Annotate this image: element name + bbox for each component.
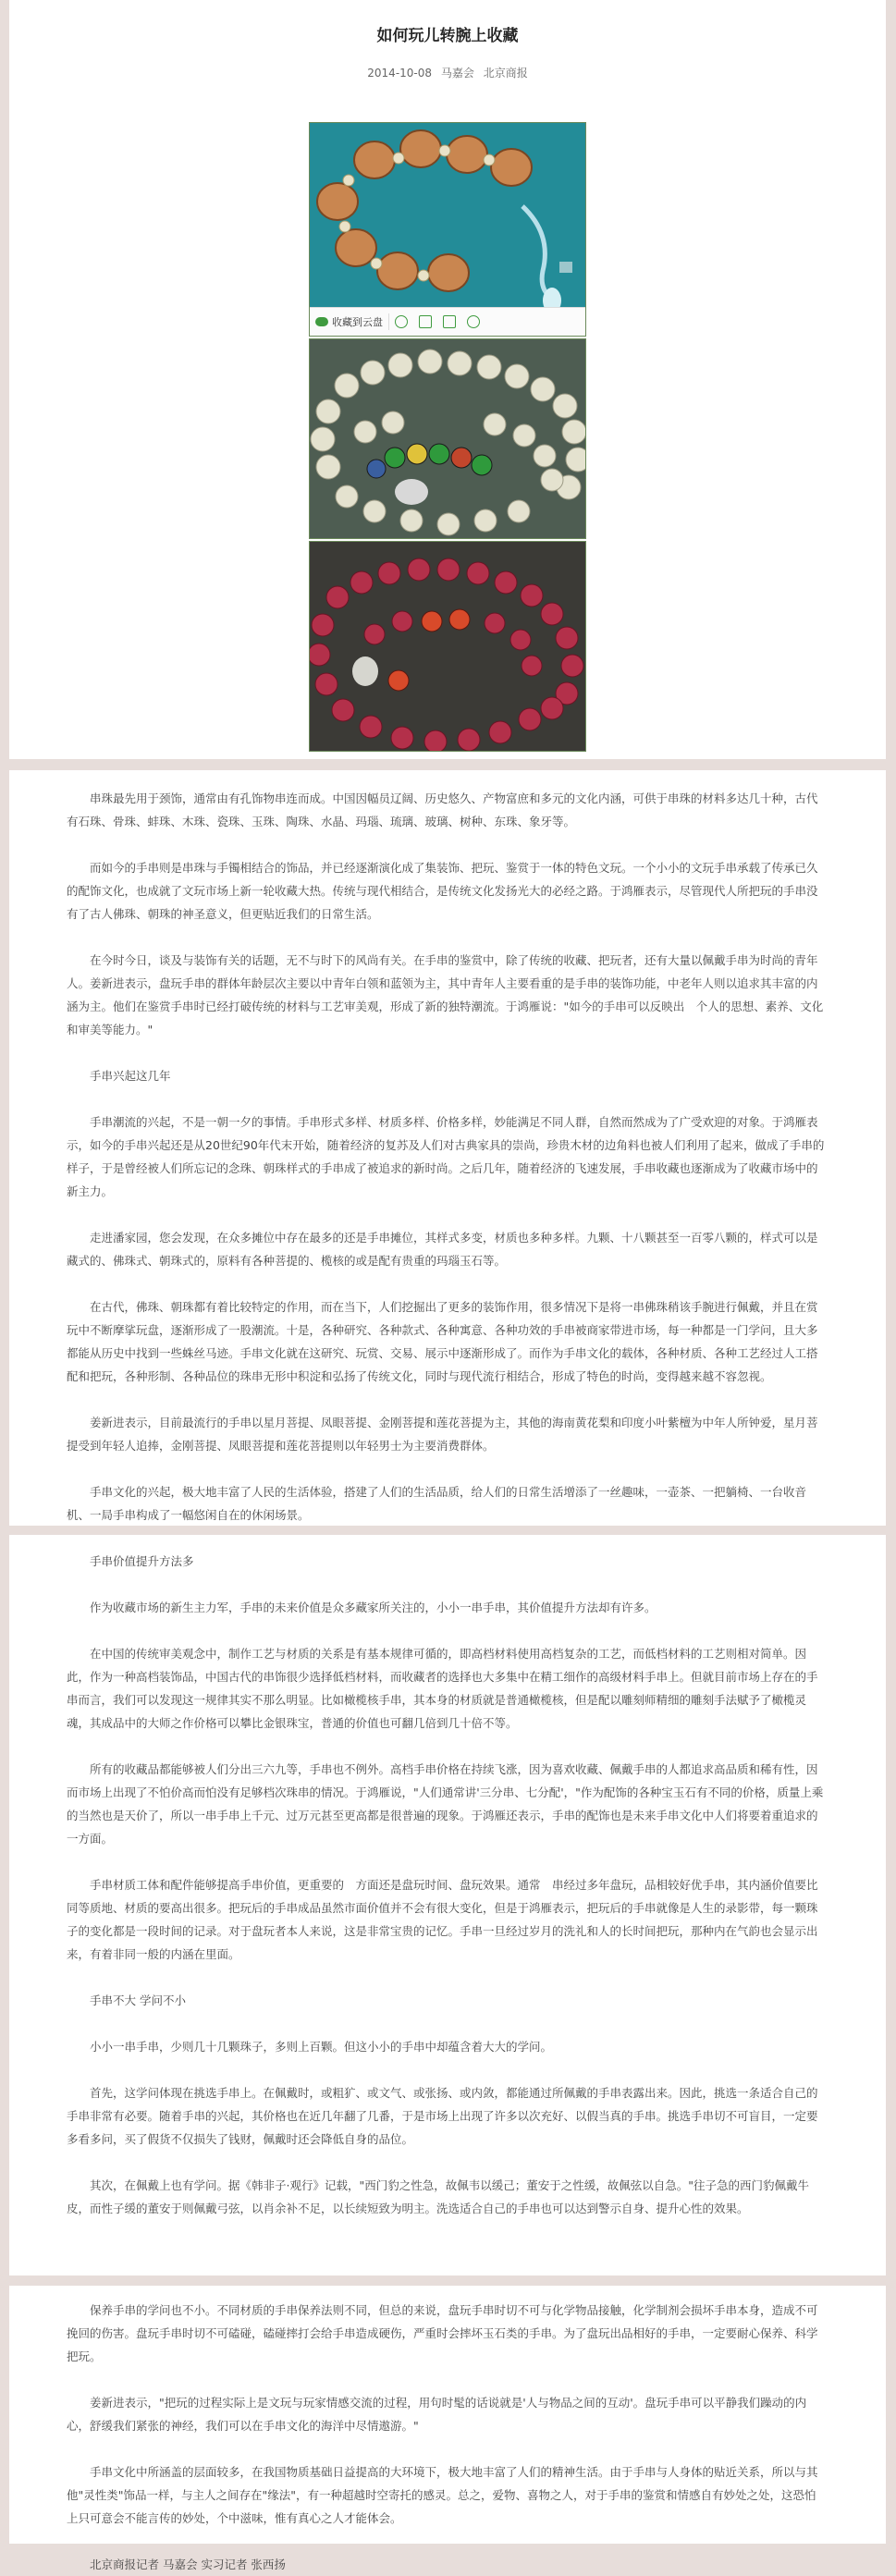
- zoom-icon: [395, 315, 408, 328]
- paragraph: 姜新进表示，目前最流行的手串以星月菩提、凤眼菩提、金刚菩提和莲花菩提为主，其他的海南黄花梨和印度小叶紫檀为中年人所钟爱，星月菩提受到年轻人追捧，金刚菩提、凤眼菩提和莲花菩提则以年轻男士为主要消费群体。: [67, 1416, 818, 1453]
- gear-icon: [467, 315, 480, 328]
- article-byline: 北京商报记者 马嘉会 实习记者 张西扬: [90, 2558, 286, 2571]
- paragraph: 所有的收藏品都能够被人们分出三六九等，手串也不例外。高档手串价格在持续飞涨，因为喜欢收藏、佩戴手串的人都追求高品质和稀有性，因而市场上出现了不怕价高而怕没有足够档次珠串的情况。于鸿雁说，"人们通常讲'三分串、七分配'，"作为配饰的各种宝玉石有不同的价格，质量上乘的当然也是天价了，所以一串手串上千元、过万元甚至更高都是很普遍的现象。于鸿雁还表示，手串的配饰也是未来手串文化中人们将要着重追求的一方面。: [67, 1762, 824, 1846]
- article-section-card-3: [9, 2286, 886, 2571]
- section-heading: 手串兴起这几年: [90, 1069, 171, 1083]
- paragraph: 手串材质工体和配件能够提高手串价值，更重要的 方面还是盘玩时间、盘玩效果。通常 串经过多年盘玩，品相较好优手串，其内涵价值要比同等质地、材质的要高出很多。把玩后的手串成品虽然市面价值并不会有很大变化，但是于鸿雁表示，把玩后的手串就像是人生的录影带，每一颗珠子的变化都是一段时间的记录。对于盘玩者本人来说，这是非常宝贵的记忆。手串一旦经过岁月的洗礼和人的长时间把玩，那种内在气韵也会显示出来，有着非同一般的内涵在里面。: [67, 1878, 818, 1961]
- article-body-part-2: [67, 1550, 825, 2220]
- fullscreen-button[interactable]: [437, 308, 461, 336]
- article-body-part-1: [67, 787, 825, 1527]
- photo-red-bead-bracelet: [309, 541, 586, 752]
- image-toolbar: [310, 307, 585, 336]
- paragraph: 手串文化的兴起，极大地丰富了人民的生活体验，搭建了人们的生活品质，给人们的日常生活增添了一丝趣味，一壶茶、一把躺椅、一台收音机、一局手串构成了一幅悠闲自在的休闲场景。: [67, 1485, 807, 1522]
- article-date: 2014-10-08: [367, 67, 433, 80]
- photo-bodhi-bracelet: [309, 338, 586, 539]
- zoom-button[interactable]: [389, 308, 413, 336]
- paragraph: 而如今的手串则是串珠与手镯相结合的饰品，并已经逐渐演化成了集装饰、把玩、鉴赏于一体的特色文玩。一个小小的文玩手串承载了传承已久的配饰文化，也成就了文玩市场上新一轮收藏大热。传统与现代相结合，是传统文化发扬光大的必经之路。于鸿雁表示，尽管现代人所把玩的手串没有了古人佛珠、朝珠的神圣意义，但更贴近我们的日常生活。: [67, 861, 818, 921]
- paragraph: 在古代，佛珠、朝珠都有着比较特定的作用，而在当下，人们挖掘出了更多的装饰作用，很多情况下是将一串佛珠稍该手腕进行佩戴，并且在赏玩中不断摩挲玩盘，逐渐形成了一股潮流。十是，各种研究、各种款式、各种寓意、各种功效的手串被商家带进市场，每一种都是一门学问，且大多都能从历史中找到一些蛛丝马迹。手串文化就在这研究、玩赏、交易、展示中逐渐形成了。而作为手串文化的载体，各种材质、各种工艺经过人工搭配和把玩，各种形制、各种品位的珠串无形中积淀和弘扬了传统文化，同时与现代流行相结合，形成了特色的时尚，变得越来越不容忽视。: [67, 1300, 818, 1383]
- article-section-card-1: [9, 770, 886, 1526]
- paragraph: 串珠最先用于颈饰，通常由有孔饰物串连而成。中国因幅员辽阔、历史悠久、产物富庶和多元的文化内涵，可供于串珠的材料多达几十种，古代有石珠、骨珠、蚌珠、木珠、瓷珠、玉珠、陶珠、水晶、玛瑙、琉璃、玻璃、树种、东珠、象牙等。: [67, 791, 818, 828]
- paragraph: 走进潘家园，您会发现，在众多摊位中存在最多的还是手串摊位，其样式多变，材质也多种多样。九颗、十八颗甚至一百零八颗的，样式可以是藏式的、佛珠式、朝珠式的，原料有各种菩提的、榄核的或是配有贵重的玛瑙玉石等。: [67, 1231, 818, 1268]
- paragraph: 首先，这学问体现在挑选手串上。在佩戴时，或粗犷、或文气、或张扬、或内敛，都能通过所佩戴的手串表露出来。因此，挑选一条适合自己的手串非常有必要。随着手串的兴起，其价格也在近几年翻了几番，于是市场上出现了许多以次充好、以假当真的手串。挑选手串切不可盲目，一定要多看多问，买了假货不仅损失了钱财，佩戴时还会降低自身的品位。: [67, 2086, 818, 2146]
- article-title: 如何玩儿转腕上收藏: [376, 27, 519, 45]
- paragraph: 作为收藏市场的新生主力军，手串的未来价值是众多藏家所关注的，小小一串手串，其价值提升方法却有许多。: [90, 1601, 657, 1614]
- save-to-cloud-label: 收藏到云盘: [332, 316, 383, 328]
- paragraph: 手串文化中所涵盖的层面较多，在我国物质基础日益提高的大环境下，极大地丰富了人们的精神生活。由于手串与人身体的贴近关系，所以与其他"灵性类"饰品一样，与主人之间存在"缘法"，有一种超越时空寄托的感灵。总之，爱物、喜物之人，对于手串的鉴赏和情感自有妙处之处，这恐怕上只可意会不能言传的妙处，个中滋味，惟有真心之人才能体会。: [67, 2465, 818, 2525]
- cloud-icon: [315, 317, 328, 326]
- red-bead-bracelet-image: [310, 542, 586, 752]
- save-image-button[interactable]: [413, 308, 437, 336]
- paragraph: 在今时今日，谈及与装饰有关的话题，无不与时下的风尚有关。在手串的鉴赏中，除了传统的收藏、把玩者，还有大量以佩戴手串为时尚的青年人。姜新进表示，盘玩手串的群体年龄层次主要以中青年白领和蓝领为主，其中青年人主要看重的是手串的装饰功能，中老年人则以追求其丰富的内涵为主。他们在鉴赏手串时已经打破传统的材料与工艺审美观，形成了新的独特潮流。于鸿雁说："如今的手串可以反映出 个人的思想、素养、文化和审美等能力。": [67, 953, 824, 1037]
- paragraph: 保养手串的学问也不小。不同材质的手串保养法则不同，但总的来说，盘玩手串时切不可与化学物品接触，化学制剂会损坏手串本身，造成不可挽回的伤害。盘玩手串时切不可磕碰，磕碰摔打会给手串造成硬伤，严重时会摔坏玉石类的手串。为了盘玩出品相好的手串，一定要耐心保养、科学把玩。: [67, 2303, 818, 2363]
- fullscreen-icon: [443, 315, 456, 328]
- paragraph: 手串潮流的兴起，不是一朝一夕的事情。手串形式多样、材质多样、价格多样，妙能满足不同人群，自然而然成为了广受欢迎的对象。于鸿雁表示，如今的手串兴起还是从20世纪90年代末开始，随着经济的复苏及人们对古典家具的崇尚，珍贵木材的边角料也被人们利用了起来，做成了手串的样子，于是曾经被人们所忘记的念珠、朝珠样式的手串成了被追求的新时尚。之后几年，随着经济的飞速发展，手串收藏也逐渐成为了收藏市场中的新主力。: [67, 1115, 825, 1198]
- article-body-part-3: [67, 2299, 825, 2576]
- paragraph: 小小一串手串，少则几十几颗珠子，多则上百颗。但这小小的手串中却蕴含着大大的学问。: [90, 2040, 553, 2054]
- section-heading: 手串价值提升方法多: [90, 1554, 194, 1568]
- article-meta: [9, 65, 886, 80]
- paragraph: 姜新进表示，"把玩的过程实际上是文玩与玩家情感交流的过程，用句时髦的话说就是'人与物品之间的互动'。盘玩手串可以平静我们躁动的内心，舒缓我们紧张的神经，我们可以在手串文化的海洋中尽情遨游。": [67, 2396, 807, 2433]
- photo-walnut-bracelet: [309, 122, 586, 337]
- article-header-card: [9, 0, 886, 759]
- settings-button[interactable]: [461, 308, 485, 336]
- paragraph: 其次，在佩戴上也有学问。据《韩非子·观行》记载，"西门豹之性急，故佩韦以缓己；董安于之性缓，故佩弦以自急。"往子急的西门豹佩戴牛皮，而性子缓的董安于则佩戴弓弦，以肖余补不足，以长续短致为明主。洗选适合自己的手串也可以达到警示自身、提升心性的效果。: [67, 2178, 809, 2215]
- article-author: 马嘉会: [440, 67, 474, 80]
- section-heading: 手串不大 学问不小: [90, 1993, 186, 2007]
- article-source: 北京商报: [483, 67, 528, 80]
- paragraph: 在中国的传统审美观念中，制作工艺与材质的关系是有基本规律可循的，即高档材料使用高档复杂的工艺，而低档材料的工艺则相对简单。因此，作为一种高档装饰品，中国古代的串饰很少选择低档材料，而收藏者的选择也大多集中在精工细作的高级材料手串上。但就目前市场上存在的手串而言，我们可以发现这一规律其实不那么明显。比如橄榄核手串，其本身的材质就是普通橄榄核，但是配以雕刻师精细的雕刻手法赋予了橄榄灵魂，其成品中的大师之作价格可以攀比金银珠宝，普通的价值也可翻几倍到几十倍不等。: [67, 1647, 818, 1730]
- bodhi-bracelet-image: [310, 339, 586, 539]
- save-to-cloud-button[interactable]: [310, 308, 388, 336]
- save-icon: [419, 315, 432, 328]
- walnut-bracelet-image: [310, 123, 586, 337]
- article-section-card-2: [9, 1535, 886, 2275]
